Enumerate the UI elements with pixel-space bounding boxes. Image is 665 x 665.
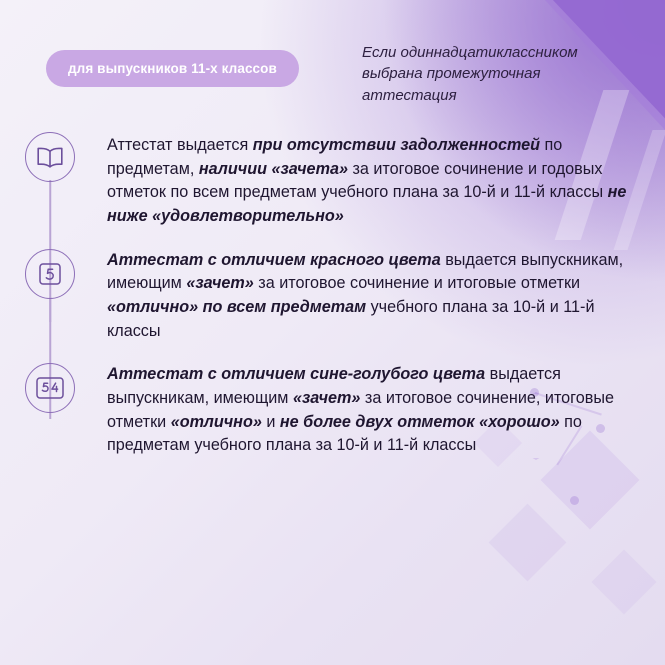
icon-column bbox=[18, 363, 82, 413]
open-book-icon bbox=[25, 132, 75, 182]
diamond-decoration-3 bbox=[591, 549, 656, 614]
audience-badge: для выпускников 11-х классов bbox=[46, 50, 299, 87]
grade-54-icon bbox=[25, 363, 75, 413]
list-item-text: Аттестат выдается при отсутствии задолженностей по предметам, наличии «зачета» за итоговое сочинение и годовых отметок по всем предметам учебного плана за 10-й и 11-й классы не ниже «удовлетворительно» bbox=[107, 136, 627, 225]
list-item bbox=[18, 132, 638, 229]
grade-5-icon bbox=[25, 249, 75, 299]
icon-column bbox=[18, 132, 82, 182]
list-item-text: Аттестат с отличием красного цвета выдается выпускникам, имеющим «зачет» за итоговое сочинение и итоговые отметки «отлично» по всем предметам учебного плана за 10-й и 11-й классы bbox=[107, 250, 624, 340]
list-item bbox=[18, 363, 638, 458]
timeline-list bbox=[18, 132, 638, 458]
list-item-text: Аттестат с отличием сине-голубого цвета выдается выпускникам, имеющим «зачет» за итоговое сочинение, итоговые отметки «отлично» и не более двух отметок «хорошо» по предметам учебного плана за 10-й и 11-й классы bbox=[107, 365, 614, 455]
diamond-decoration-2 bbox=[489, 504, 567, 582]
list-item bbox=[18, 249, 638, 344]
network-node-decoration-3 bbox=[570, 496, 579, 505]
icon-column bbox=[18, 249, 82, 299]
header-note: Если одиннадцатиклассником выбрана промежуточная аттестация bbox=[362, 44, 578, 104]
